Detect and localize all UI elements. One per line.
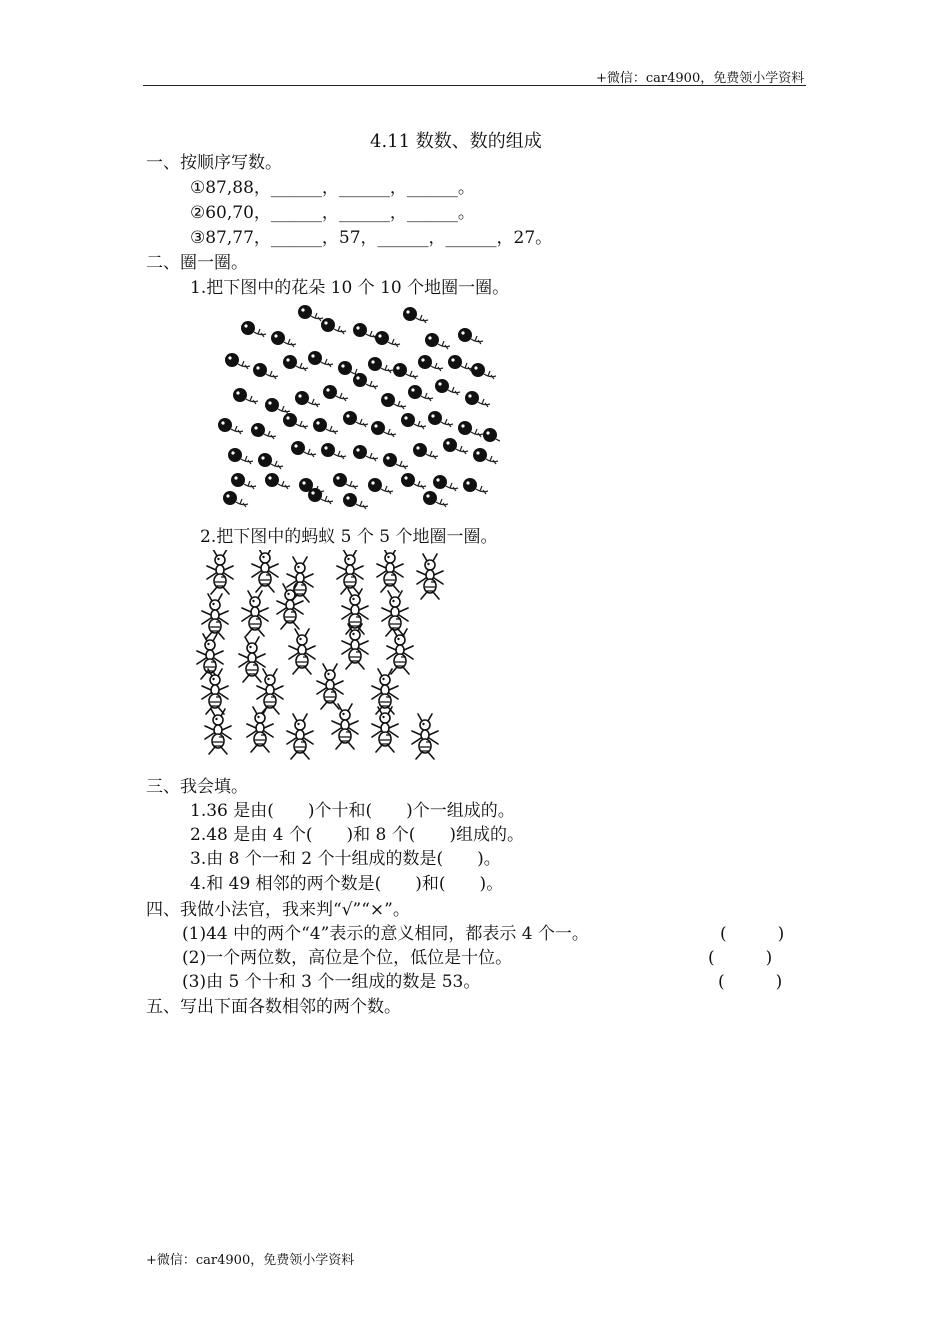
flower-icon [443,438,468,454]
flower-icon [241,321,266,337]
flower-icon [265,398,290,414]
judge-blank-1: ( ) [720,924,785,944]
ant-icon [332,704,358,749]
judge-item-2: (2)一个两位数，高位是个位，低位是十位。 [182,948,513,968]
flower-icon [401,413,426,429]
flower-icon [433,475,458,491]
section-1-line-2: ②60,70，______，______，______。 [190,203,475,223]
flower-icon [418,355,443,371]
section-3-line-4: 4.和 49 相邻的两个数是( )和( )。 [190,874,504,894]
section-3-line-3: 3.由 8 个一和 2 个十组成的数是( )。 [190,849,501,869]
page-title: 4.11 数数、数的组成 [370,131,542,152]
flower-icon [381,393,406,409]
flower-icon [283,355,308,371]
section-1-line-3: ③87,77，______，57，______，______，27。 [190,228,553,248]
flower-icon [368,357,393,373]
flower-icon [423,491,448,507]
flower-icon [371,421,396,437]
flower-icon [458,421,483,437]
section-3-line-1: 1.36 是由( )个十和( )个一组成的。 [190,801,515,821]
flower-icon [353,445,378,461]
ant-icon [202,594,228,639]
flower-icon [408,385,433,401]
flower-icon [463,478,488,494]
flower-icon [425,333,450,349]
judge-blank-3: ( ) [718,972,783,992]
flower-icon [473,448,498,464]
flower-icon [448,355,473,371]
flower-icon [313,418,338,434]
ant-icon [412,714,438,759]
flower-icon [368,478,393,494]
ant-icon [205,709,231,754]
section-2-heading: 二、圈一圈。 [146,253,248,273]
ant-figure [190,550,450,770]
ant-icon [417,554,443,599]
flower-icon [271,331,296,347]
ant-icon [342,624,368,669]
ant-icon [377,550,403,592]
ant-icon [342,589,368,634]
footer-watermark: +微信：car4900，免费领小学资料 [146,1253,355,1268]
ant-icon [247,707,273,752]
section-3-heading: 三、我会填。 [146,777,248,797]
flower-icon [251,423,276,439]
flower-icon [308,351,333,367]
ant-icon [202,669,228,714]
judge-item-1: (1)44 中的两个“4”表示的意义相同，都表示 4 个一。 [182,924,589,944]
flower-icon [428,411,453,427]
flower-icon [343,411,368,427]
flower-icon [321,318,346,334]
flower-icon [231,473,256,489]
flower-icon [291,441,316,457]
flower-icon [465,391,490,407]
judge-blank-2: ( ) [708,948,773,968]
judge-item-3: (3)由 5 个十和 3 个一组成的数是 53。 [182,972,481,992]
flower-icon [393,363,418,379]
flower-icon [265,473,290,489]
flower-icon [295,391,320,407]
ant-icon [289,629,315,674]
flower-icon [283,413,308,429]
section-2-question-1: 1.把下图中的花朵 10 个 10 个地圈一圈。 [190,278,510,298]
flower-icon [333,473,358,489]
flower-icon [225,353,250,369]
flower-icon [228,448,253,464]
flower-icon [353,323,378,339]
flower-icon [218,418,243,434]
ant-icon [372,669,398,714]
ant-icon [242,591,268,636]
ant-icon [257,669,283,714]
flower-icon [233,388,258,404]
flower-icon [471,363,496,379]
ant-icon [317,664,343,709]
section-1-line-1: ①87,88，______，______，______。 [190,178,475,198]
flower-icon [435,379,460,395]
ant-icon [287,714,313,759]
flower-figure [210,300,500,515]
flower-icon [323,385,348,401]
flower-icon [403,307,428,323]
flower-icon [413,443,438,459]
ant-icon [387,629,413,674]
flower-icon [401,473,426,489]
ant-icon [252,550,278,592]
flower-icon [483,428,500,444]
header-watermark: +微信：car4900，免费领小学资料 [596,71,805,86]
ant-icon [207,550,233,594]
ant-icon [337,550,363,594]
flower-icon [308,488,333,504]
flower-icon [383,453,408,469]
flower-icon [458,328,483,344]
section-2-question-2: 2.把下图中的蚂蚁 5 个 5 个地圈一圈。 [200,527,498,547]
flower-icon [253,363,278,379]
flower-icon [321,443,346,459]
ant-icon [382,591,408,636]
flower-icon [298,305,323,321]
section-1-heading: 一、按顺序写数。 [146,153,282,173]
section-3-line-2: 2.48 是由 4 个( )和 8 个( )组成的。 [190,825,525,845]
flower-icon [223,491,248,507]
flower-icon [258,453,283,469]
section-5-heading: 五、写出下面各数相邻的两个数。 [146,997,401,1017]
ant-icon [239,637,265,682]
flower-icon [343,493,368,509]
header-rule [143,85,806,86]
flower-icon [375,331,400,347]
section-4-heading: 四、我做小法官，我来判“√”“×”。 [146,900,410,920]
flower-icon [353,373,378,389]
